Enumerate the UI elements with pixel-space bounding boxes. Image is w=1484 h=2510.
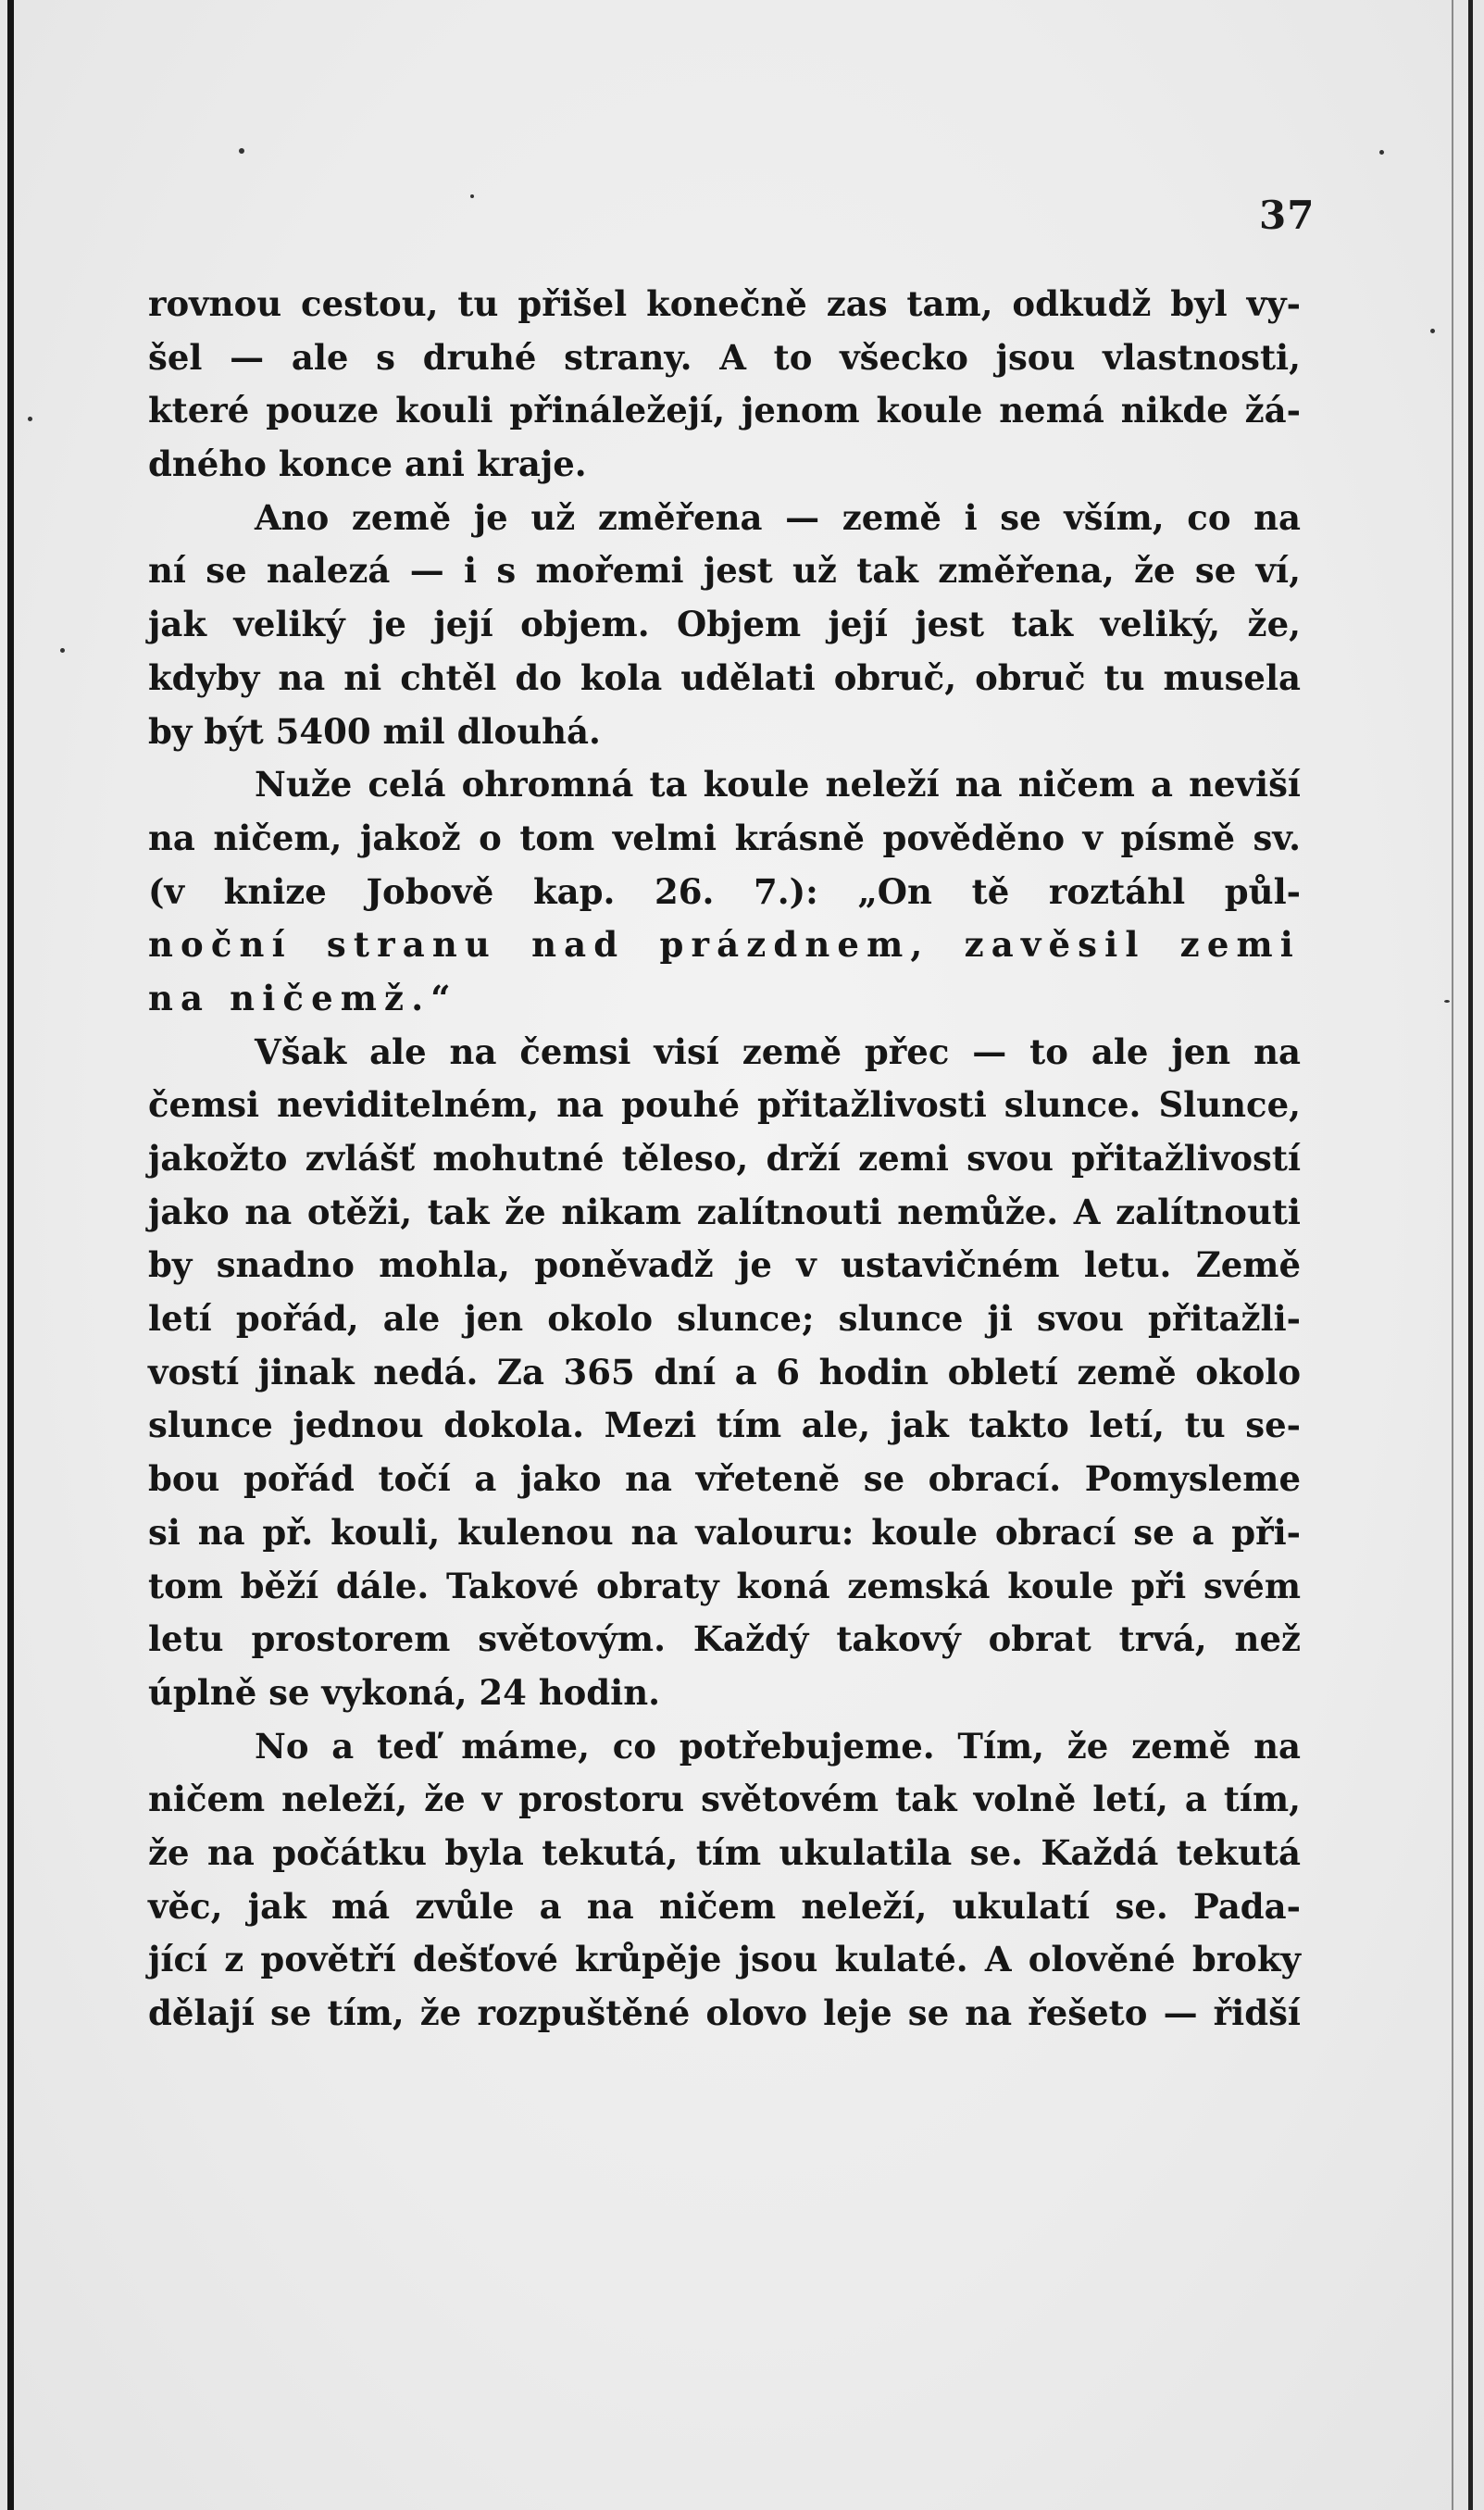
scan-speck — [1444, 1000, 1450, 1003]
text-line: věc, jak má zvůle a na ničem neleží, ukulatí se. Pada- — [148, 1885, 1301, 1927]
scan-speck — [28, 417, 32, 421]
text-line: úplně se vykoná, 24 hodin. — [148, 1671, 661, 1713]
text-line: by snadno mohla, poněvadž je v ustavičném letu. Země — [148, 1244, 1301, 1286]
scan-right-fold — [1452, 0, 1453, 2510]
scan-speck — [1430, 329, 1435, 333]
text-line: letí pořád, ale jen okolo slunce; slunce ji svou přitažli- — [148, 1298, 1301, 1340]
text-line: (v knize Jobově kap. 26. 7.): „On tě roztáhl půl- — [148, 870, 1301, 912]
text-line: že na počátku byla tekutá, tím ukulatila se. Každá tekutá — [148, 1831, 1301, 1873]
text-line: rovnou cestou, tu přišel konečně zas tam, odkudž byl vy- — [148, 283, 1301, 324]
text-line: kdyby na ni chtěl do kola udělati obruč, obruč tu musela — [148, 656, 1301, 698]
text-line: Však ale na čemsi visí země přec — to ale jen na — [255, 1030, 1301, 1072]
text-line: jící z povětří dešťové krůpěje jsou kulaté. A olověné broky — [148, 1939, 1301, 1980]
text-line: šel — ale s druhé strany. A to všecko jsou vlastnosti, — [148, 336, 1301, 378]
text-line: dného konce ani kraje. — [148, 443, 587, 485]
text-line: jakožto zvlášť mohutné těleso, drží zemi svou přitažlivostí — [148, 1138, 1301, 1179]
scan-left-edge — [7, 0, 14, 2510]
text-line: No a teď máme, co potřebujeme. Tím, že země na — [255, 1725, 1301, 1767]
scan-speck — [470, 194, 474, 198]
text-line: ničem neleží, že v prostoru světovém tak volně letí, a tím, — [148, 1779, 1301, 1820]
scan-speck — [60, 648, 65, 653]
text-line: bou pořád točí a jako na vřetenĕ se obrací. Pomysleme — [148, 1458, 1301, 1500]
body-text — [148, 278, 1301, 2041]
text-line: čemsi neviditelném, na pouhé přitažlivosti slunce. Slunce, — [148, 1084, 1301, 1126]
text-line: které pouze kouli přináležejí, jenom koule nemá nikde žá- — [148, 390, 1301, 431]
scan-speck — [239, 148, 244, 154]
text-line: dělají se tím, že rozpuštěné olovo leje se na řešeto — řidší — [148, 1992, 1301, 2033]
text-line: slunce jednou dokola. Mezi tím ale, jak takto letí, tu se- — [148, 1405, 1301, 1446]
text-line: na ničemž.“ — [148, 977, 458, 1018]
text-line: jako na otěži, tak že nikam zalítnouti nemůže. A zalítnouti — [148, 1191, 1301, 1232]
text-line: ní se nalezá — i s mořemi jest už tak změřena, že se ví, — [148, 550, 1301, 592]
scan-speck — [1379, 150, 1384, 155]
text-line: by být 5400 mil dlouhá. — [148, 710, 601, 752]
text-line: Nuže celá ohromná ta koule neleží na ničem a neviší — [255, 764, 1301, 805]
text-line: jak veliký je její objem. Objem její jest tak veliký, že, — [148, 604, 1301, 645]
page-number: 37 — [1259, 193, 1316, 238]
text-line: tom běží dále. Takové obraty koná zemská koule při svém — [148, 1565, 1301, 1606]
scan-right-edge — [1468, 0, 1473, 2510]
text-line: letu prostorem světovým. Každý takový obrat trvá, než — [148, 1618, 1301, 1660]
text-line: na ničem, jakož o tom velmi krásně pověděno v písmě sv. — [148, 817, 1301, 858]
text-line: vostí jinak nedá. Za 365 dní a 6 hodin obletí země okolo — [148, 1351, 1301, 1392]
text-line: si na př. kouli, kulenou na valouru: koule obrací se a při- — [148, 1511, 1301, 1553]
text-line: noční stranu nad prázdnem, zavěsil zemi — [148, 924, 1301, 966]
text-line: Ano země je už změřena — země i se vším, co na — [255, 496, 1301, 538]
